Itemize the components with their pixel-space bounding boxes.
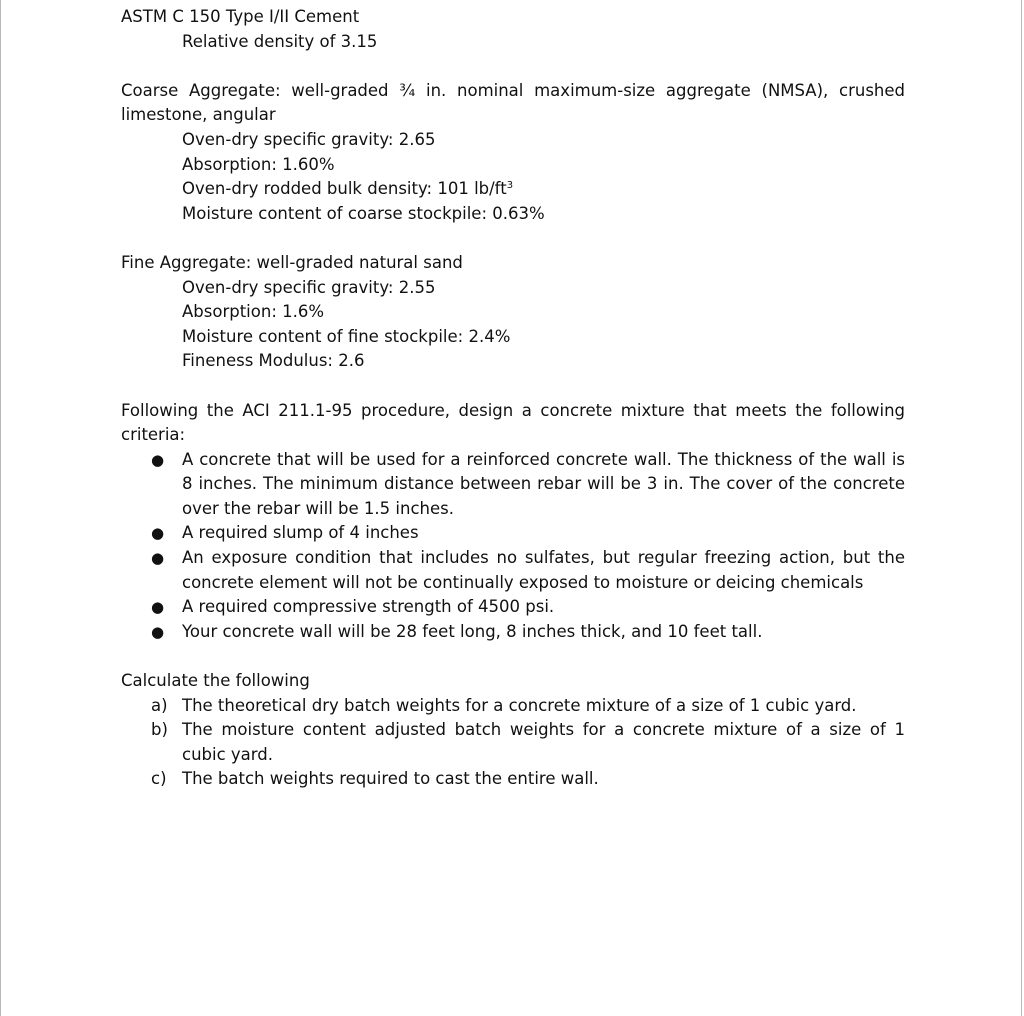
criteria-item — [121, 448, 905, 522]
cement-density: Relative density of 3.15 — [182, 31, 378, 51]
criteria-text: An exposure condition that includes no sulfates, but regular freezing action, but the concrete element will not be continually exposed to moisture or deicing chemicals — [182, 548, 905, 592]
criteria-text: Your concrete wall will be 28 feet long, 8 inches thick, and 10 feet tall. — [182, 621, 763, 641]
calculation-text: The batch weights required to cast the entire wall. — [182, 769, 599, 789]
calculation-item — [121, 694, 905, 719]
spacer — [121, 54, 905, 79]
fine-aggregate-heading: Fine Aggregate: well-graded natural sand — [121, 252, 463, 272]
coarse-moisture: Moisture content of coarse stockpile: 0.63% — [182, 203, 545, 223]
document-content — [121, 5, 905, 792]
criteria-item — [121, 521, 905, 546]
list-marker: a) — [151, 695, 168, 715]
criteria-list — [121, 448, 905, 645]
coarse-specific-gravity: Oven-dry specific gravity: 2.65 — [182, 129, 436, 149]
calculation-text: The theoretical dry batch weights for a concrete mixture of a size of 1 cubic yard. — [182, 695, 857, 715]
criteria-text: A required slump of 4 inches — [182, 523, 419, 543]
calculation-item — [121, 718, 905, 767]
calculation-text: The moisture content adjusted batch weights for a concrete mixture of a size of 1 cubic yard. — [182, 720, 905, 764]
cement-title: ASTM C 150 Type I/II Cement — [121, 7, 360, 26]
list-marker: c) — [151, 769, 167, 789]
bullet-icon: ● — [151, 622, 165, 641]
cubic-exponent: 3 — [506, 180, 514, 192]
coarse-absorption: Absorption: 1.60% — [182, 154, 335, 174]
coarse-bulk-density — [121, 177, 905, 202]
spacer — [121, 226, 905, 251]
procedure-intro: Following the ACI 211.1-95 procedure, design a concrete mixture that meets the following criteria: — [121, 400, 905, 445]
criteria-item — [121, 546, 905, 595]
list-marker: b) — [151, 720, 168, 740]
calculations-intro: Calculate the following — [121, 671, 310, 691]
coarse-aggregate-heading: Coarse Aggregate: well-graded ¾ in. nominal maximum-size aggregate (NMSA), crushed limestone, angular — [121, 80, 905, 125]
bullet-icon: ● — [151, 598, 165, 617]
bullet-icon: ● — [151, 450, 165, 469]
coarse-bulk-density-text: Oven-dry rodded bulk density: 101 lb/ft — [182, 179, 507, 199]
criteria-text: A concrete that will be used for a reinforced concrete wall. The thickness of the wall is 8 inches. The minimum distance between rebar will be 3 in. The cover of the concrete over the rebar will be 1.5 inches. — [182, 449, 905, 518]
bullet-icon: ● — [151, 524, 165, 543]
fine-moisture: Moisture content of fine stockpile: 2.4% — [182, 326, 511, 346]
criteria-item — [121, 595, 905, 620]
fine-absorption: Absorption: 1.6% — [182, 302, 325, 322]
bullet-icon: ● — [151, 549, 165, 568]
spacer — [121, 644, 905, 669]
criteria-text: A required compressive strength of 4500 psi. — [182, 597, 555, 617]
spacer — [121, 374, 905, 399]
calculations-list — [121, 694, 905, 792]
calculation-item — [121, 767, 905, 792]
fine-fineness-modulus: Fineness Modulus: 2.6 — [182, 351, 365, 371]
criteria-item — [121, 620, 905, 645]
fine-specific-gravity: Oven-dry specific gravity: 2.55 — [182, 277, 436, 297]
